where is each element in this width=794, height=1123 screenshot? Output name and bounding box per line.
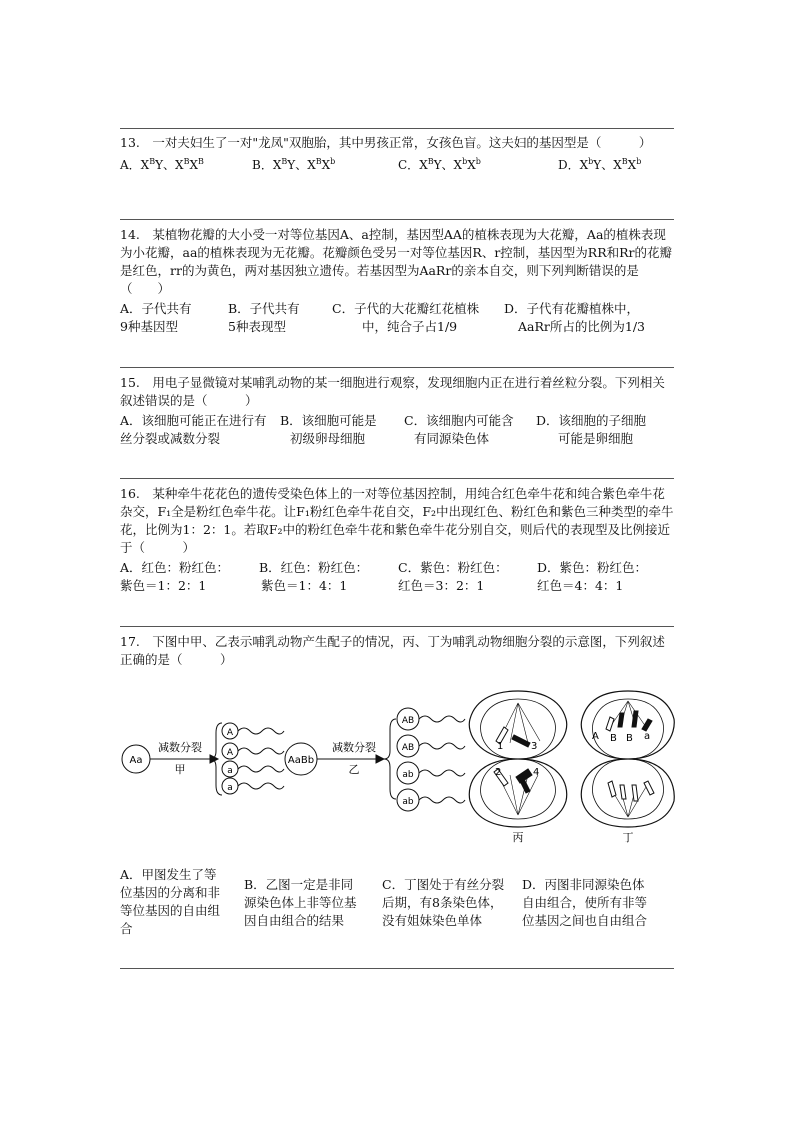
divider-line xyxy=(120,219,674,220)
gamete-label: AB xyxy=(401,716,415,726)
chromosome-number: 2 xyxy=(495,767,502,778)
allele-letter: A xyxy=(592,731,599,742)
gamete-label: A xyxy=(226,748,234,758)
option-d[interactable]: D．紫色：粉红色： 红色＝4：4：1 xyxy=(537,560,648,593)
cell-label-bing: 丙 xyxy=(512,831,524,844)
option-d[interactable]: D．该细胞的子细胞 可能是卵细胞 xyxy=(536,413,647,446)
question-13-stem: 13. 一对夫妇生了一对"龙凤"双胞胎，其中男孩正常，女孩色盲。这夫妇的基因型是（ ） xyxy=(120,135,652,150)
gamete-label: ab xyxy=(402,770,414,780)
cell-label-ding: 丁 xyxy=(622,831,634,844)
option-b[interactable]: B．红色：粉红色： 紫色＝1：4：1 xyxy=(259,560,369,593)
parent-label-left: Aa xyxy=(129,755,143,766)
option-c[interactable]: C．丁图处于有丝分裂 后期，有8条染色体， 没有姐妹染色单体 xyxy=(382,877,505,928)
arrow-label-top-right: 减数分裂 xyxy=(332,741,376,754)
question-16 xyxy=(120,485,676,595)
divider-line xyxy=(120,968,674,969)
option-d[interactable]: D．$X^bY$、$X^BX^b$ xyxy=(558,157,642,172)
divider-line xyxy=(120,367,674,368)
allele-letter: B xyxy=(610,733,617,744)
option-a[interactable]: A．红色：粉红色： 紫色＝1：2：1 xyxy=(120,560,230,593)
question-15-options xyxy=(120,412,676,448)
option-b[interactable]: B．该细胞可能是 初级卵母细胞 xyxy=(280,413,377,446)
gamete-label: a xyxy=(227,783,233,793)
arrow-label-bottom-left: 甲 xyxy=(174,763,186,776)
option-c[interactable]: C．子代的大花瓣红花植株 中，纯合子占1/9 xyxy=(332,301,480,334)
question-17 xyxy=(120,633,676,669)
option-d[interactable]: D．丙图非同源染色体 自由组合，使所有非等 位基因之间也自由组合 xyxy=(522,877,648,928)
divider-line xyxy=(120,478,674,479)
chromosome-number: 4 xyxy=(533,767,540,778)
allele-letter: B xyxy=(626,733,633,744)
chromosome-number: 3 xyxy=(531,741,538,752)
meiosis-diagram xyxy=(118,683,678,848)
divider-line xyxy=(120,626,674,627)
question-17-stem: 17. 下图中甲、乙表示哺乳动物产生配子的情况，丙、丁为哺乳动物细胞分裂的示意图，下列叙述正确的是（ ） xyxy=(120,634,665,667)
option-a[interactable]: A．子代共有 9种基因型 xyxy=(120,301,192,334)
option-b[interactable]: B．乙图一定是非同 源染色体上非等位基 因自由组合的结果 xyxy=(244,877,357,928)
divider-line xyxy=(120,128,674,129)
option-a[interactable]: A．甲图发生了等 位基因的分离和非 等位基因的自由组 合 xyxy=(120,867,221,936)
option-c[interactable]: C．紫色：粉红色： 红色＝3：2：1 xyxy=(398,560,508,593)
option-c[interactable]: C．该细胞内可能含 有同源染色体 xyxy=(404,413,514,446)
option-b[interactable]: B．子代共有 5种表现型 xyxy=(228,301,300,334)
option-b[interactable]: B．$X^BY$、$X^BX^b$ xyxy=(252,157,336,172)
gamete-label: a xyxy=(227,766,233,776)
question-13 xyxy=(120,134,676,174)
question-15-stem: 15. 用电子显微镜对某哺乳动物的某一细胞进行观察，发现细胞内正在进行着丝粒分裂。下列相关叙述错误的是（ ） xyxy=(120,375,665,408)
arrow-label-bottom-right: 乙 xyxy=(348,763,360,776)
question-14-stem: 14. 某植物花瓣的大小受一对等位基因A、a控制，基因型AA的植株表现为大花瓣，Aa的植株表现为小花瓣，aa的植株表现为无花瓣。花瓣颜色受另一对等位基因R、r控制，基因型为RR和Rr的花瓣是红色，rr的为黄色，两对基因独立遗传。若基因型为AaRr的亲本自交，则下列判断错误的是（ ） xyxy=(120,227,673,296)
gamete-label: AB xyxy=(401,743,415,753)
option-a[interactable]: A．该细胞可能正在进行有 丝分裂或减数分裂 xyxy=(120,413,267,446)
chromosome-number: 1 xyxy=(497,741,504,752)
parent-label-right: AaBb xyxy=(287,755,315,766)
question-14-options xyxy=(120,300,676,336)
option-d[interactable]: D．子代有花瓣植株中， AaRr所占的比例为1/3 xyxy=(504,301,645,334)
question-15 xyxy=(120,374,676,448)
allele-letter: a xyxy=(644,731,651,742)
gamete-label: A xyxy=(226,728,234,738)
arrow-label-top-left: 减数分裂 xyxy=(158,741,202,754)
gamete-label: ab xyxy=(402,797,414,807)
option-a[interactable]: A．$X^BY$、$X^BX^B$ xyxy=(120,157,204,172)
option-c[interactable]: C．$X^BY$、$X^bX^b$ xyxy=(398,157,481,172)
question-17-options xyxy=(120,864,676,938)
question-14 xyxy=(120,226,676,336)
question-16-stem: 16. 某种牵牛花花色的遗传受染色体上的一对等位基因控制，用纯合红色牵牛花和纯合紫色牵牛花杂交，F₁全是粉红色牵牛花。让F₁粉红色牵牛花自交，F₂中出现红色、粉红色和紫色三种类型的牵牛花，比例为1：2：1。若取F₂中的粉红色牵牛花和紫色牵牛花分别自交，则后代的表现型及比例接近于（ ） xyxy=(120,486,674,555)
question-13-options xyxy=(120,156,676,174)
question-16-options xyxy=(120,559,676,595)
